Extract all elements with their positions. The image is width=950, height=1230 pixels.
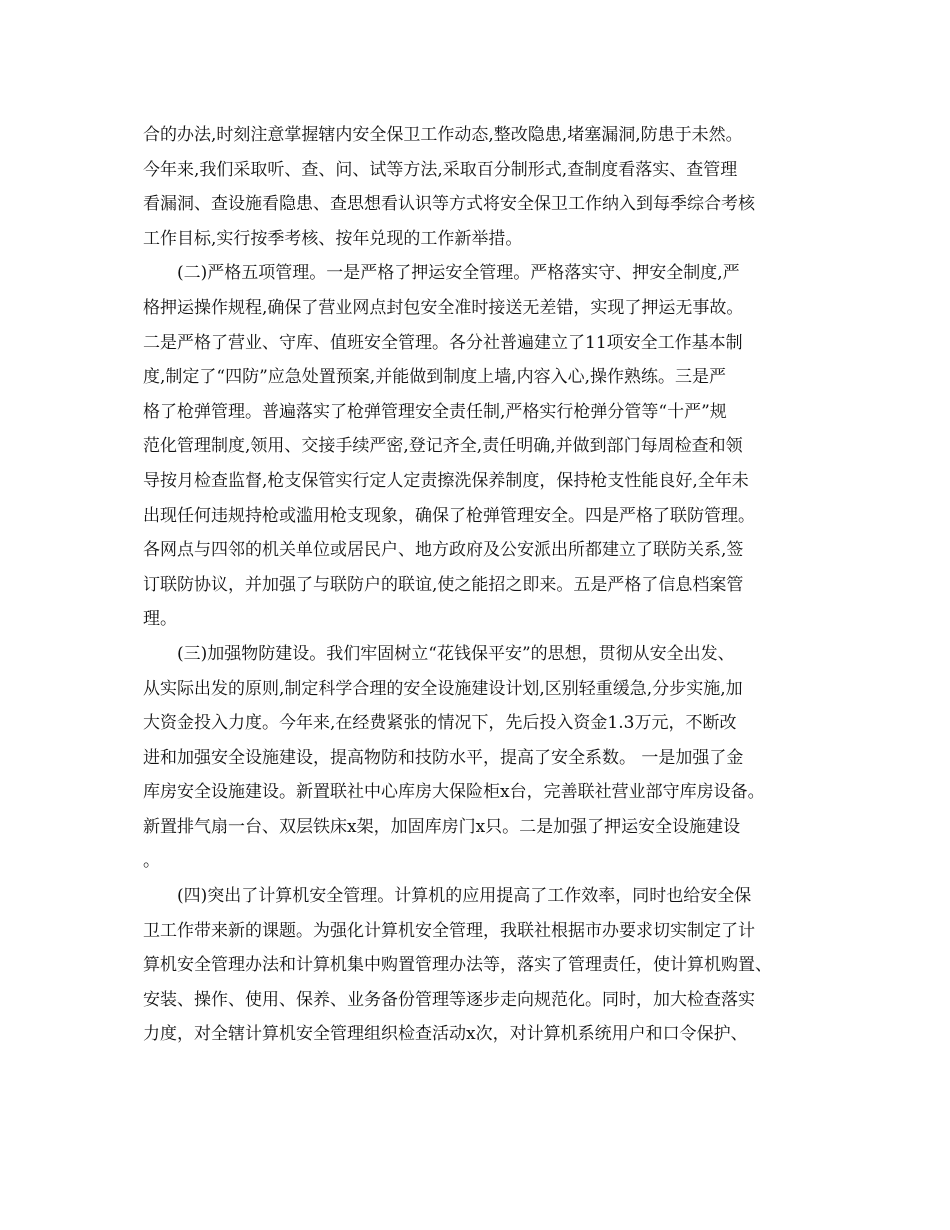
paragraph-heading-line: (二)严格五项管理。一是严格了押运安全管理。严格落实守、押安全制度,严	[177, 263, 740, 284]
text-line: 格押运操作规程,确保了营业网点封包安全准时接送无差错，实现了押运无事故。	[143, 297, 744, 318]
paragraph-heading-line: (三)加强物防建设。我们牢固树立“花钱保平安”的思想，贯彻从安全出发、	[177, 643, 735, 664]
text-line: 格了枪弹管理。普遍落实了枪弹管理安全责任制,严格实行枪弹分管等“十严”规	[143, 401, 727, 422]
text-line: 进和加强安全设施建设，提高物防和技防水平，提高了安全系数。 一是加强了金	[143, 747, 744, 768]
text-line: 新置排气扇一台、双层铁床x架，加固库房门x只。二是加强了押运安全设施建设	[143, 816, 741, 837]
text-line: 出现任何违规持枪或滥用枪支现象，确保了枪弹管理安全。四是严格了联防管理。	[143, 505, 755, 526]
text-line: 。	[143, 851, 160, 872]
text-line: 力度，对全辖计算机安全管理组织检查活动x次，对计算机系统用户和口令保护、	[143, 1024, 748, 1045]
text-line: 工作目标,实行按季考核、按年兑现的工作新举措。	[143, 228, 523, 249]
text-line: 库房安全设施建设。新置联社中心库房大保险柜x台，完善联社营业部守库房设备。	[143, 782, 765, 803]
text-line: 安装、操作、使用、保养、业务备份管理等逐步走向规范化。同时，加大检查落实	[143, 989, 755, 1010]
paragraph-heading-line: (四)突出了计算机安全管理。计算机的应用提高了工作效率，同时也给安全保	[177, 886, 752, 907]
text-line: 导按月检查监督,枪支保管实行定人定责擦洗保养制度，保持枪支性能良好,全年未	[143, 470, 749, 491]
text-line: 算机安全管理办法和计算机集中购置管理办法等，落实了管理责任，使计算机购置、	[143, 955, 772, 976]
text-line: 卫工作带来新的课题。为强化计算机安全管理，我联社根据市办要求切实制定了计	[143, 920, 755, 941]
text-line: 从实际出发的原则,制定科学合理的安全设施建设计划,区别轻重缓急,分步实施,加	[143, 678, 743, 699]
text-line: 大资金投入力度。今年来,在经费紧张的情况下，先后投入资金1.3万元，不断改	[143, 713, 737, 734]
document-body	[143, 118, 823, 1052]
text-line: 看漏洞、查设施看隐患、查思想看认识等方式将安全保卫工作纳入到每季综合考核	[143, 194, 755, 215]
text-line: 订联防协议，并加强了与联防户的联谊,使之能招之即来。五是严格了信息档案管	[143, 574, 744, 595]
text-line: 范化管理制度,领用、交接手续严密,登记齐全,责任明确,并做到部门每周检查和领	[143, 436, 743, 457]
text-line: 理。	[143, 609, 177, 630]
text-line: 今年来,我们采取听、查、问、试等方法,采取百分制形式,查制度看落实、查管理	[143, 159, 738, 180]
text-line: 合的办法,时刻注意掌握辖内安全保卫工作动态,整改隐患,堵塞漏洞,防患于未然。	[143, 125, 743, 145]
text-line: 各网点与四邻的机关单位或居民户、地方政府及公安派出所都建立了联防关系,签	[143, 540, 744, 561]
text-line: 二是严格了营业、守库、值班安全管理。各分社普遍建立了11项安全工作基本制	[143, 332, 743, 353]
text-line: 度,制定了“四防”应急处置预案,并能做到制度上墙,内容入心,操作熟练。三是严	[143, 367, 726, 388]
